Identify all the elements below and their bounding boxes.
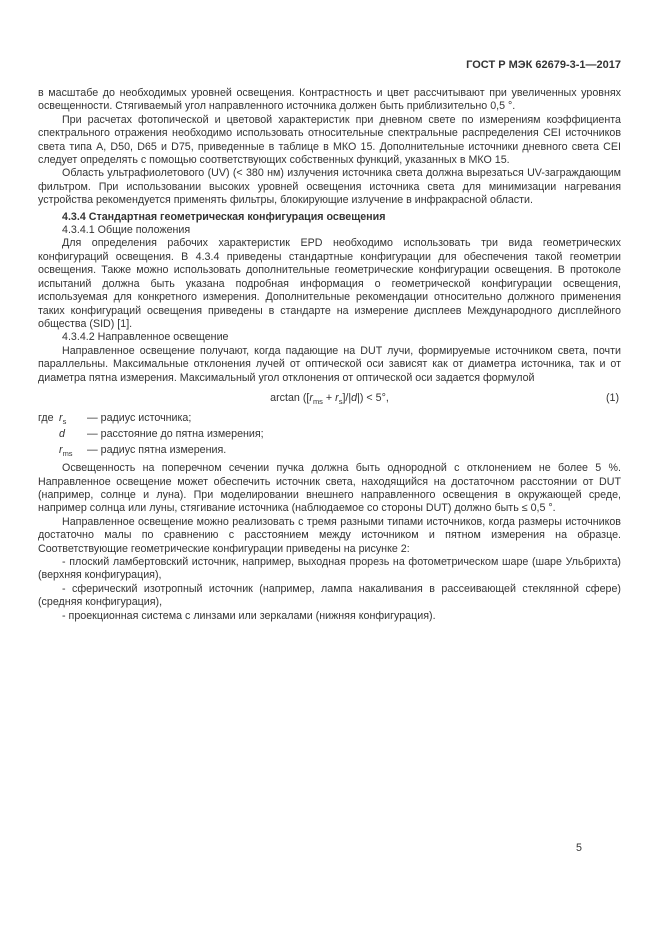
- formula-sub-rs: s: [338, 397, 343, 407]
- symbol-rms-subscript: ms: [62, 448, 73, 458]
- paragraph-daylight: При расчетах фотопической и цветовой характеристик при дневном свете по измерениям коэффициента спектрального отражения необходимо использовать относительные спектральные распределения CEI источников света типа A, D50, D65 и D75, приведенные в таблице в МКО 15. Дополнительные источники дневного света CEI следует определять с помощью соответствующих собственных функций, указанных в МКО 15.: [38, 113, 621, 167]
- subsection-heading-4-3-4-2: 4.3.4.2 Направленное освещение: [62, 331, 229, 344]
- definition-row-d: [38, 427, 621, 443]
- list-item-lambertian-source: - плоский ламбертовский источник, например, выходная прорезь на фотометрическом шаре (шаре Ульбрихта) (верхняя конфигурация),: [38, 555, 621, 582]
- symbol-d-letter: d: [59, 427, 65, 440]
- formula-tail: |) < 5°,: [357, 391, 389, 404]
- paragraph-beam-uniformity: Освещенность на поперечном сечении пучка должна быть однородной с отклонением не более 5 %. Направленное освещение может обеспечить источник света, находящийся на достаточном расстоянии от DUT (например, солнце и луна). При моделировании внешнего направленного освещения в окружающей среде, например солнца или луны, стягивание источника (наблюдаемое со стороны DUT) должно быть ≤ 0,5 °.: [38, 462, 621, 515]
- formula-plus-operator: +: [322, 391, 336, 404]
- paragraph-epd-configurations: Для определения рабочих характеристик EPD необходимо использовать три вида геометрических конфигураций освещения. В 4.3.4 приведены стандартные конфигурации для обеспечения такой геометрии освещения. Также можно использовать дополнительные геометрические конфигурации освещения. В протоколе испытаний должна быть указана подробная информация о геометрической конфигурации освещения, используемая для конкретного измерения. Дополнительные рекомендации относительно должного применения таких конфигураций освещения приведены в стандарте на измерение дисплеев Международного дисплейного общества (SID) [1].: [38, 237, 621, 330]
- formula-var-d: d: [351, 391, 358, 404]
- definition-row-rms: [38, 443, 621, 459]
- formula-number: (1): [605, 391, 619, 404]
- paragraph-intro: в масштабе до необходимых уровней освещения. Контрастность и цвет рассчитывают при увеличенных уровнях освещенности. Стягиваемый угол направленного источника должен быть приблизительно 0,5 °.: [38, 87, 621, 113]
- formula-1: [38, 392, 621, 405]
- subsection-heading-4-3-4-1: 4.3.4.1 Общие положения: [62, 224, 191, 237]
- formula-var-rs: r: [335, 391, 339, 404]
- list-item-spherical-source: - сферический изотропный источник (например, лампа накаливания в рассеивающей стеклянной сфере) (средняя конфигурация),: [38, 582, 621, 609]
- symbol-rs-subscript: s: [62, 417, 67, 427]
- formula-sub-rms: ms: [312, 397, 323, 407]
- symbol-rms: [59, 443, 87, 459]
- document-body: [38, 87, 621, 623]
- formula-var-rms: r: [309, 391, 313, 404]
- formula-function: arctan ([: [270, 391, 310, 404]
- where-spacer: [38, 443, 59, 459]
- symbol-definitions: [38, 411, 621, 458]
- symbol-rs-letter: r: [59, 412, 63, 425]
- definition-row-rs: [38, 411, 621, 427]
- where-label: где: [38, 412, 54, 425]
- section-heading-4-3-4: 4.3.4 Стандартная геометрическая конфигурация освещения: [62, 210, 386, 223]
- symbol-rs: [59, 411, 87, 427]
- definition-d-description: — расстояние до пятна измерения;: [87, 427, 264, 440]
- document-header-title: ГОСТ Р МЭК 62679-3-1—2017: [466, 59, 621, 71]
- formula-expression: [270, 391, 389, 407]
- definition-rms-description: — радиус пятна измерения.: [87, 443, 227, 456]
- list-item-projection-system: - проекционная система с линзами или зеркалами (нижняя конфигурация).: [62, 609, 436, 622]
- page-number: 5: [576, 842, 582, 854]
- symbol-d: [59, 427, 87, 443]
- paragraph-directional-lighting: Направленное освещение получают, когда падающие на DUT лучи, формируемые источником света, почти параллельны. Максимальные отклонения лучей от оптической оси зависят как от диаметра источника, так и от диаметра пятна измерения. Максимальный угол отклонения от оптической оси задается формулой: [38, 344, 621, 384]
- paragraph-uv-filter: Область ультрафиолетового (UV) (< 380 нм) излучения источника света должна вырезаться UV-заграждающим фильтром. При использовании высоких уровней освещения источника света для минимизации нагревания устройства рекомендуется применять фильтры, блокирующие излучение в инфракрасной области.: [38, 167, 621, 207]
- formula-divide: ]/|: [342, 391, 352, 404]
- symbol-rms-letter: r: [59, 443, 63, 456]
- where-spacer: [38, 427, 59, 443]
- definition-rs-description: — радиус источника;: [87, 412, 192, 425]
- paragraph-three-source-types: Направленное освещение можно реализовать с тремя разными типами источников, когда размеры источников достаточно малы по сравнению с расстоянием между источником и пятном измерения на образце. Соответствующие геометрические конфигурации приведены на рисунке 2:: [38, 515, 621, 555]
